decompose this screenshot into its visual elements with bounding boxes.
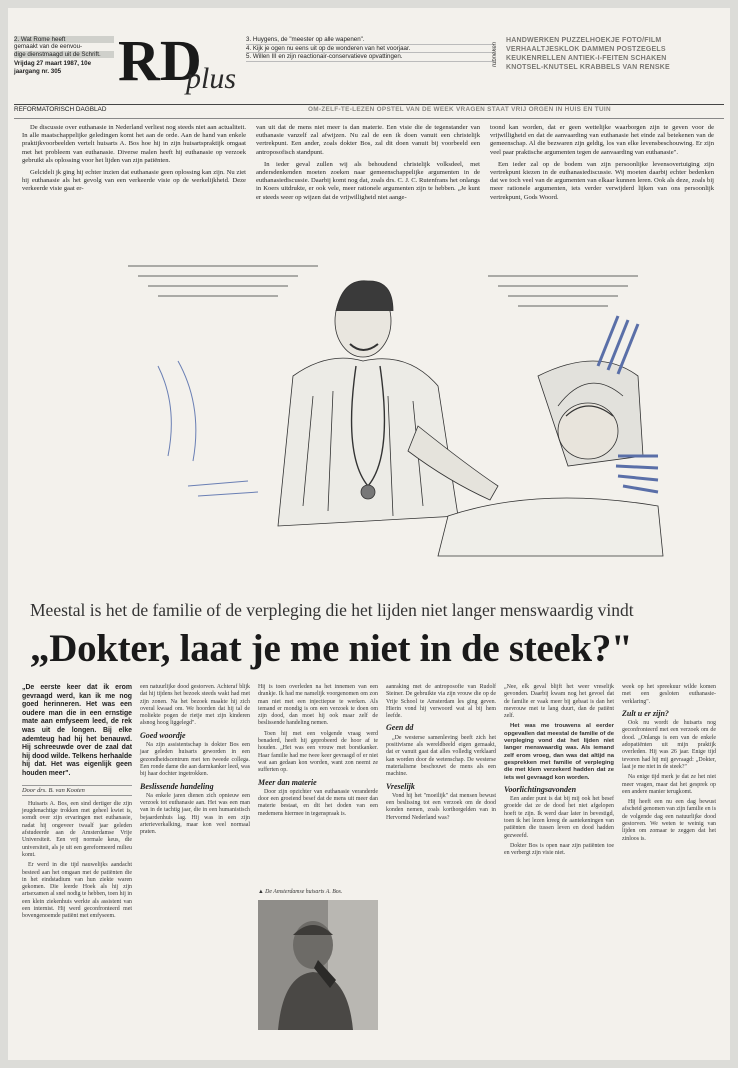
intro-paragraph: van uit dat de mens niet meer is dan materie. Een visie die de tegenstander van euthanasie vanzelf zal afwijzen. Nu zal de een ik doen vanuit een christelijk vertrekpunt. Een ander, zoals dokter Bos, zal dit doen vanuit bij voorbeeld een antroposofisch standpunt. [256, 124, 480, 156]
topics-line-4: KNOTSEL-KNUTSEL KRABBELS VAN RENSKE [506, 64, 670, 71]
body-paragraph: Hij heeft een nu een dag bewust afscheid genomen van zijn familie en is de volgende dag een natuurlijke dood gestorven. We weten te weinig van lijden om zomaar te zeggen dat het zinloos is. [622, 799, 716, 842]
topics-line-3: KEUKENRELLEN ANTIEK-I-FEITEN SCHAKEN [506, 55, 667, 62]
subheading-vreselijk: Vreselijk [386, 781, 415, 791]
article-headline: „Dokter, laat je me niet in de steek?" [30, 627, 633, 670]
masthead-mid-contents [246, 36, 494, 62]
body-paragraph: Dokter Bos is open naar zijn patiënten toe en verbergt zijn visie niet. [504, 842, 614, 857]
body-paragraph: Ook nu wordt de huisarts nog geconfronteerd met een verzoek om de dood. „Onlangs is een van de enkele adopatiënten uit mijn praktijk overleden. Hij was 26 jaar. Enige tijd tevoren had hij mij gevraagd: „Dokter, laat je me niet in de steek?" [622, 720, 716, 770]
date-line: Vrijdag 27 maart 1987, 10e jaargang nr. 305 [14, 60, 92, 75]
body-paragraph: een natuurlijke dood gestorven. Achteraf blijk dat hij tijdens het bezoek steeds wakt had met zijn zonen. Na het bezoek maakte hij zich overal kwaad om. We hoorden dat hij tal de moliekte pogen de rietje met zijn kinderen alsnog hoog liggelegd". [140, 684, 250, 727]
body-paragraph: Door zijn opzichter van euthanasie veranderde door een groeiend besef dat de mens uit meer dan materie bestaat, en dit het doden van een medemens hiermee in tegenspraak is. [258, 788, 378, 817]
body-column-6 [622, 684, 716, 846]
contents-item-1a[interactable]: 2. Wat Rome heeft [14, 36, 114, 43]
intro-column-2 [256, 124, 480, 206]
body-column-3 [258, 684, 378, 821]
photo-caption: ▲ De Amsterdamse huisarts A. Bos. [258, 889, 343, 895]
masthead-left-contents [14, 36, 114, 75]
body-paragraph: week op het spreekuur wilde komen met een gesloten euthanasie-verklaring". [622, 684, 716, 705]
body-column-2 [140, 684, 250, 840]
masthead-bottom-line [14, 104, 724, 117]
intro-paragraph: Een ieder zal op de bodem van zijn persoonlijke levensovertuiging zijn vertrekpunt kiezen in de euthanasiediscussie. Wij moeten daarbij echter bedenken dat we toch veel van de argumenten van elkaar kunnen leren. Ook als deze, zoals bij meer rationele argumenten, iets verder verwijderd lijken van ons persoonlijk vertrekpunt, Gods Woord. [490, 160, 714, 201]
masthead-rule [14, 118, 724, 119]
subheading-beslissende-handeling: Beslissende handeling [140, 781, 214, 791]
intro-paragraph: De discussie over euthanasie in Nederland verliest nog steeds niet aan actualiteit. In alle maatschappelijke geledingen komt het aan de orde. Aan de hand van enkele praktijkvoorbeelden vertelt huisarts A. Bos hoe hij in zijn huisartspraktijk omgaat met het probleem van euthanasie. Diverse malen heeft hij euthanasie op verzoek gebruikt als oplossing voor het lijden van zijn patiënten. [22, 124, 246, 164]
intro-column-1 [22, 124, 246, 198]
body-paragraph: Hij is toen overleden na het innemen van een drankje. Ik had me namelijk voorgenomen om zon man niet met een injectiepue te werken. Als iemand er mondig is om een verzoek te doen om zijn dood, dan moet hij ook maar zelf de beslissende handeling nemen. [258, 684, 378, 727]
masthead [14, 30, 724, 118]
article-byline: Door drs. B. van Kooten [22, 785, 132, 796]
logo-script: plus [186, 62, 237, 95]
body-paragraph: Na zijn assistentschap is dokter Bos een jaar geleden huisarts geworden in een gezondheidscentrum met ten tweede collega. Een ronde dame die aan darmkanker leed, was bij haar dochter ingetrokken. [140, 742, 250, 778]
intro-paragraph: In ieder geval zullen wij als behoudend christelijk volksdeel, met andersdenkenden moeten zoeken naar gemeenschappelijke argumenten in de euthanasiediscussie. Daarbij komt nog dat, zoals drs. C. J. C. Rutenfrans het onlangs in Koers uitdrukte, er ook vele, meer rationele argumenten zijn te hebben. „Je kunt er steeds weer op wijzen dat de vrijwilligheid niet aange- [256, 160, 480, 201]
intro-section [22, 124, 714, 254]
body-paragraph: Er werd in die tijd nauwelijks aandacht besteed aan het omgaan met de patiënten die in het eindstadium van hun ziekte waren gekomen. Die leerde Hoek als hij zijn artsexamen al snel nodig te hebben, toen hij in een klein ziekenhuis werkte als assistent van een internist. Hij werd geconfronteerd met bovengenoemde patiënt met emfyseem. [22, 862, 132, 920]
subheading-zult-u-er-zijn: Zult u er zijn? [622, 708, 669, 718]
intro-paragraph: Gelcideli jk ging hij echter inzien dat euthanasie geen oplossing kan zijn. Nu ziet hij euthanasie als het gevolg van een verkeerde visie op de werkelijkheid. Deze verkeerde visie gaat er- [22, 169, 246, 193]
body-column-1 [22, 684, 132, 924]
body-paragraph: Na enkele jaren dienen zich opnieuw een verzoek tot euthanasie aan. Het was een man van in de tachtig jaar, die in een humanistisch bejaardenhuis lag. Hij was in een zijn arterieverkalking, maar kon veel normaal praten. [140, 792, 250, 836]
rubrieken-vertical-label: rubrieken [492, 42, 498, 68]
article-kicker: Meestal is het de familie of de verpleging die het lijden niet langer menswaardig vindt [30, 600, 634, 620]
doctor-patient-illustration [118, 256, 678, 566]
rubrieken-topics [506, 36, 726, 72]
body-paragraph: „Nee, elk geval blijft het weer vreselijk gevonden. Daarbij kwam nog het gevoel dat de familie er vaak meer bij gebaat is dan het mevrouw met te lang duurt, dan de patiënt zelf. [504, 684, 614, 720]
intro-paragraph: toond kan worden, dat er geen wettelijke waarborgen zijn te geven voor de vrijwilligheid en dat de aanvaarding van euthanasie het einde zal betekenen van de gemeenschap. Al die bezwaren zijn geldig, los van elke levensbeschouwing. Er zijn veel paar praktische argumenten tegen de aanvaarding van euthanasie". [490, 124, 714, 156]
intro-column-3 [490, 124, 714, 206]
rd-plus-logo [116, 30, 246, 96]
masthead-tagline: OM-ZELF-TE-LEZEN OPSTEL VAN DE WEEK VRAGEN STAAT VRIJ ORGEN IN HUIS EN TUIN [308, 106, 611, 113]
subheading-goed-woordje: Goed woordje [140, 730, 186, 740]
body-paragraph: aanraking met de antroposofie van Rudolf Steiner. De gebruikte via zijn vrouw die op de Vrije School te Amsterdam les ging geven. Hierin vond hij verwoord wat al bij hem leefde. [386, 684, 496, 720]
body-paragraph: Toen hij met een volgende vraag werd benaderd, heeft hij geprobeerd de hoor af te houden. „Het was een vrouw met borstkanker. Haar familie had me twee keer gevraagd of er niet wat aan gedaan kon worden, want zon neemt ze sufferten op. [258, 730, 378, 774]
contents-item-1b: gemaakt van de eenvou- [14, 43, 83, 51]
paper-name: REFORMATORISCH DAGBLAD [14, 106, 107, 113]
subheading-voorlichtingsavonden: Voorlichtingsavonden [504, 784, 577, 794]
contents-item-4[interactable]: 4. Kijk je ogen nu eens uit op de wonderen van het voorjaar. [246, 45, 494, 54]
contents-item-1c: dige dienstmaagd uit de Schrift. [14, 51, 114, 58]
contents-item-3[interactable]: 3. Huygens, de "meester op alle wapenen". [246, 36, 494, 45]
contents-item-5[interactable]: 5. Willen III en zijn reactionair-conservatieve opvattingen. [246, 53, 494, 62]
body-paragraph: Een ander punt is dat bij mij ook het besef groeide dat ze de dood het niet afgelopen hoeft te zijn. Ik werd daar later in bevestigd, toen ik het lezen kreeg de aantekeningen van patiënten die tussen leven en dood hadden gezweefd. [504, 796, 614, 839]
body-paragraph-bold: Het was me trouwens al eerder opgevallen dat meestal de familie of de verpleging vond dat het lijden niet langer menswaardig was. Als iemand zelf erom vroeg, dan was dat altijd na gesprekken met familie of verpleging die met klem verzekerd hadden dat ze iets wel gevraagd kon worden. [504, 723, 614, 781]
subheading-geen-dd: Geen dd [386, 723, 414, 733]
subheading-meer-dan-materie: Meer dan materie [258, 777, 317, 787]
topics-line-1: HANDWERKEN PUZZELHOEKJE FOTO/FILM [506, 37, 662, 44]
body-paragraph: Na enige tijd merk je dat ze het niet meer vragen, maar dat het gesprek op een andere manier terugkomt. [622, 774, 716, 795]
article-body [22, 684, 718, 1054]
body-column-5 [504, 684, 614, 861]
article-lead: „De eerste keer dat ik erom gevraagd werd, kan ik me nog goed herinneren. Het was een oudere man die in een ernstige mate aan emfyseem leed, de rek was uit de longen. Bij elke ademteug had hij het benauwd. Hij schreeuwde over de zaal dat hij dood wilde. Telkens herhaalde hij dat. Het was eigenlijk geen houden meer". [22, 684, 132, 777]
body-paragraph: Huisarts A. Bos, een sind dertiger die zijn jeugdenachtige trokken met geheel kwiet is, somdt over zijn ervaringen met euthanasie, nadat hij ongeveer twaalf jaar geleden afstudeerde aan de Amsterdamse Vrije Universiteit. Een vrij normale keus, die universiteit, als je uit een gereformeerd milieu komt. [22, 800, 132, 858]
body-paragraph: „De westerse samenleving beeft zich het positivisme als wereldbeeld eigen gemaakt, dat er vanuit gaat dat alles volledig verklaard kan worden door de wetenschap. De westerse materialisme beschouwt de mens als een machine. [386, 734, 496, 778]
body-column-4 [386, 684, 496, 825]
logo-letters: RD [118, 30, 202, 93]
topics-line-2: VERHAALTJESKLOK DAMMEN POSTZEGELS [506, 46, 666, 53]
newspaper-page [8, 8, 730, 1060]
body-paragraph: Vond hij het "moeilijk" dat mensen bewust een beslissing tot een verzoek om de dood konden nemen, zoals korthorgelden van in Hervormd Nederland was? [386, 792, 496, 821]
doctor-portrait-photo [258, 900, 378, 1030]
